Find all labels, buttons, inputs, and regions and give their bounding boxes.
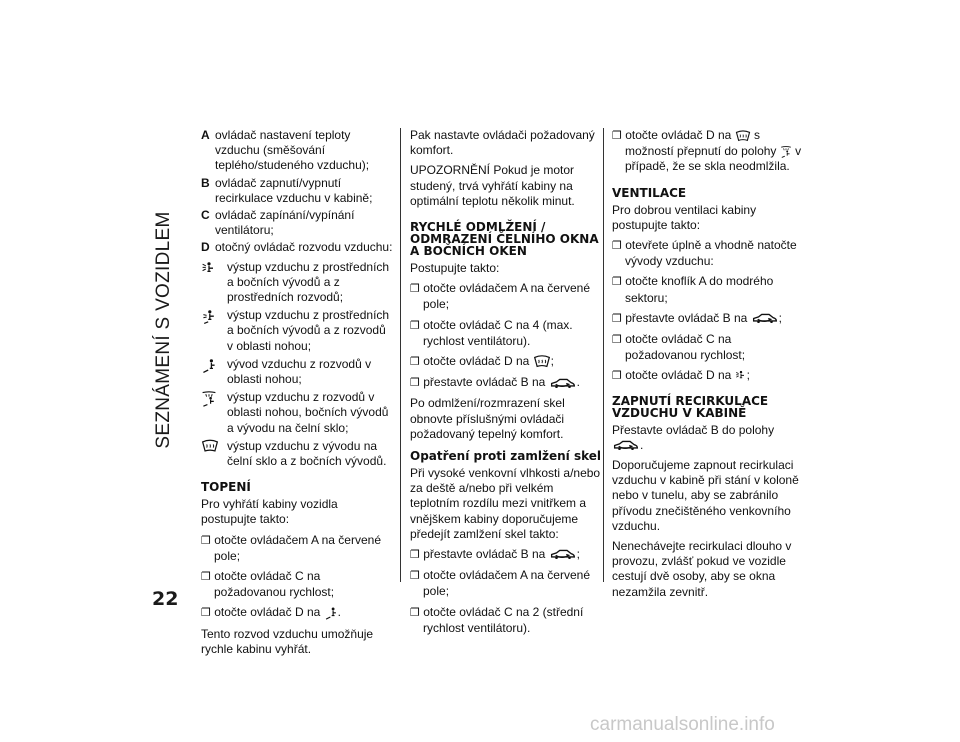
face-vent-icon (735, 369, 747, 383)
list-item: ❐ otočte ovládač C na požadovanou rychlost; (201, 569, 335, 600)
feet-windscreen-vent-icon (780, 145, 792, 159)
chapter-title: SEZNÁMENÍ S VOZIDLEM (153, 211, 174, 449)
heading-opatreni: Opatření proti zamlžení skel (410, 449, 602, 464)
opatreni-intro: Při vysoké venkovní vlhkosti a/nebo za deště a/nebo při velkém teplotním rozdílu mezi vnitřkem a vnějškem kabiny doporučujeme předejít zamlžení skel takto: (410, 466, 601, 541)
list-item: ❐ otočte ovládač C na 2 (střední rychlost ventilátoru). (410, 604, 584, 635)
rychle-intro: Postupujte takto: (410, 261, 500, 276)
page-number: 22 (152, 588, 179, 610)
def-d: D otočný ovládač rozvodu vzduchu: (201, 240, 393, 255)
def-a: A ovládač nastavení teploty vzduchu (směšování teplého/studeného vzduchu); (201, 128, 370, 173)
list-item: ❐ otočte ovládač C na požadovanou rychlost; (612, 332, 746, 363)
recirculation-off-car-icon (549, 377, 577, 390)
column-3 (612, 128, 804, 605)
face-vent-icon (201, 260, 217, 278)
def-b: B ovládač zapnutí/vypnutí recirkulace vzduchu v kabině; (201, 175, 373, 205)
windscreen-defrost-icon (735, 130, 751, 142)
mode-feet: vývod vzduchu z rozvodů v oblasti nohou; (201, 357, 393, 387)
recirk-para-2: Doporučujeme zapnout recirkulaci vzduchu v kabině při stání v koloně nebo v tunelu, aby se zabránilo přívodu znečištěného venkovního vzduchu. (612, 458, 799, 533)
warning-note: UPOZORNĚNÍ Pokud je motor studený, trvá vyhřátí kabiny na optimální teplotu několik minut. (410, 163, 575, 208)
windscreen-defrost-icon (533, 355, 551, 368)
topeni-outro: Tento rozvod vzduchu umožňuje rychle kabinu vyhřát. (201, 626, 374, 656)
column-2 (410, 128, 602, 641)
ventilace-intro: Pro dobrou ventilaci kabiny postupujte takto: (612, 202, 757, 232)
mode-feet-screen: výstup vzduchu z rozvodů v oblasti nohou, bočních vývodů a vývodu na čelní sklo; (201, 390, 393, 436)
windscreen-defrost-icon (201, 439, 219, 453)
def-c: C ovládač zapínání/vypínání ventilátoru; (201, 208, 355, 238)
recirk-para-3: Nenechávejte recirkulaci dlouho v provozu, zvlášť pokud ve vozidle cestují dvě osoby, aby se okna nezamžila zevnitř. (612, 539, 792, 599)
list-item: ❐ otočte ovládač D na ; (410, 354, 554, 369)
feet-windscreen-vent-icon (201, 390, 217, 408)
list-item: ❐ otočte ovládač D na ; (612, 368, 750, 383)
intro-comfort: Pak nastavte ovládači požadovaný komfort. (410, 128, 595, 158)
mode-bilevel: výstup vzduchu z prostředních a bočních vývodů a z rozvodů v oblasti nohou; (201, 308, 393, 354)
list-item: ❐ otočte ovládačem A na červené pole; (201, 532, 381, 563)
list-item: ❐ otočte knoflík A do modrého sektoru; (612, 274, 774, 305)
recirk-para-1: Přestavte ovládač B do polohy . (612, 422, 775, 452)
list-item: ❐ otočte ovládač D na s možností přepnutí do polohy v případě, že se skla neodmlžila. (612, 128, 802, 174)
heading-ventilace: VENTILACE (612, 185, 687, 200)
heading-recirkulace: ZAPNUTÍ RECIRKULACE VZDUCHU V KABINĚ (612, 393, 769, 420)
recirculation-off-car-icon (751, 312, 779, 325)
column-divider-2 (603, 128, 604, 582)
list-item: ❐ otočte ovládačem A na červené pole; (410, 281, 590, 312)
column-divider-1 (400, 128, 401, 582)
watermark: carmanualsonline.info (590, 714, 775, 735)
topeni-intro: Pro vyhřátí kabiny vozidla postupujte takto: (201, 497, 338, 527)
list-item: ❐ otevřete úplně a vhodně natočte vývody vzduchu: (612, 238, 797, 269)
heading-rychle-odmlzeni: RYCHLÉ ODMLŽENÍ / ODMRAZENÍ ČELNÍHO OKNA A BOČNÍCH OKEN (410, 220, 599, 259)
face-feet-vent-icon (201, 308, 217, 326)
mode-screen: výstup vzduchu z vývodu na čelní sklo a z bočních vývodů. (201, 439, 393, 469)
rychle-outro: Po odmlžení/rozmrazení skel obnovte příslušnými ovládači požadovaný tepelný komfort. (410, 396, 565, 441)
recirculation-on-car-icon (612, 439, 640, 452)
list-item: ❐ přestavte ovládač B na ; (410, 547, 580, 562)
list-item: ❐ přestavte ovládač B na ; (612, 310, 782, 325)
column-1 (201, 128, 393, 662)
feet-vent-icon (201, 357, 217, 375)
heading-topeni: TOPENÍ (201, 480, 251, 495)
feet-vent-icon (324, 606, 338, 621)
mode-face: výstup vzduchu z prostředních a bočních vývodů a z prostředních rozvodů; (201, 260, 393, 306)
list-item: ❐ otočte ovládač C na 4 (max. rychlost ventilátoru). (410, 317, 573, 348)
list-item: ❐ otočte ovládačem A na červené pole; (410, 568, 590, 599)
list-item: ❐ přestavte ovládač B na . (410, 375, 580, 390)
list-item: ❐ otočte ovládač D na . (201, 605, 341, 620)
recirculation-off-car-icon (549, 548, 577, 561)
